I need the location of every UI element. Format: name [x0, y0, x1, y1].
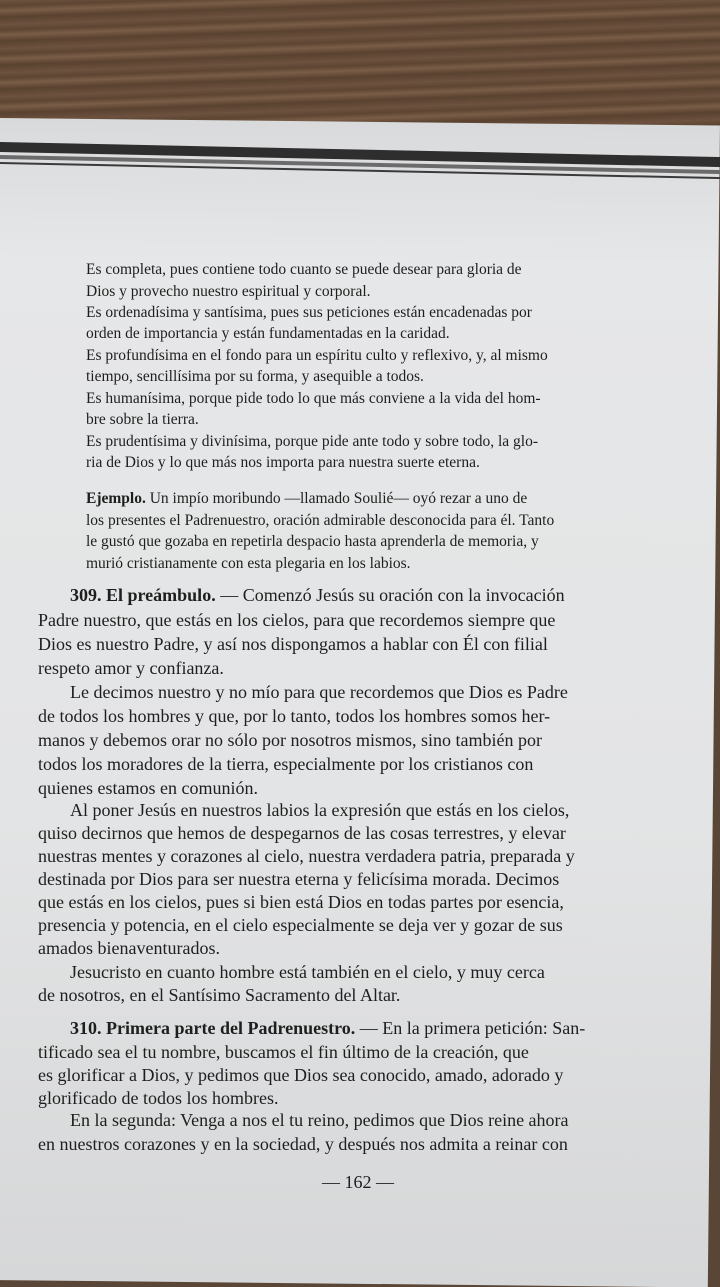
- text-line: de nosotros, en el Santísimo Sacramento del Altar.: [38, 985, 401, 1005]
- section-number: 310.: [70, 1018, 102, 1038]
- section-heading-310: [70, 1018, 585, 1039]
- text-line: tificado sea el tu nombre, buscamos el fin último de la creación, que: [38, 1042, 529, 1062]
- text-line: manos y debemos orar no sólo por nosotros mismos, sino también por: [38, 730, 542, 750]
- example-line: [86, 490, 527, 508]
- text-line: orden de importancia y están fundamentadas en la caridad.: [86, 325, 450, 342]
- example-text: Un impío moribundo —llamado Soulié— oyó rezar a uno de: [149, 490, 528, 507]
- text-line: Es ordenadísima y santísima, pues sus peticiones están encadenadas por: [86, 304, 532, 321]
- text-line: de todos los hombres y que, por lo tanto, todos los hombres somos her-: [38, 706, 551, 726]
- text-line: destinada por Dios para ser nuestra eterna y felicísima morada. Decimos: [38, 869, 560, 889]
- text-line: tiempo, sencillísima por su forma, y asequible a todos.: [86, 368, 424, 385]
- text-line: En la segunda: Venga a nos el tu reino, pedimos que Dios reine ahora: [70, 1110, 569, 1130]
- text-line: Es prudentísima y divinísima, porque pide ante todo y sobre todo, la glo-: [86, 433, 539, 450]
- text-line: Le decimos nuestro y no mío para que recordemos que Dios es Padre: [70, 682, 568, 702]
- example-label: Ejemplo.: [86, 490, 146, 507]
- page-number: — 162 —: [322, 1172, 394, 1192]
- example-line: le gustó que gozaba en repetirla despacio hasta aprenderla de memoria, y: [86, 533, 539, 550]
- section-heading-309: [70, 585, 565, 606]
- text-line: es glorificar a Dios, y pedimos que Dios sea conocido, amado, adorado y: [38, 1065, 564, 1085]
- text-line: Es humanísima, porque pide todo lo que más conviene a la vida del hom-: [86, 390, 541, 407]
- text-line: ria de Dios y lo que más nos importa para nuestra suerte eterna.: [86, 454, 480, 471]
- text-line: quienes estamos en comunión.: [38, 778, 258, 798]
- text-line: que estás en los cielos, pues si bien está Dios en todas partes por esencia,: [38, 892, 564, 912]
- text-line: Dios y provecho nuestro espiritual y corporal.: [86, 283, 371, 300]
- section-text: — En la primera petición: San-: [359, 1018, 586, 1038]
- text-line: presencia y potencia, en el cielo especialmente se deja ver y gozar de sus: [38, 915, 563, 935]
- text-line: respeto amor y confianza.: [38, 658, 224, 678]
- example-line: los presentes el Padrenuestro, oración admirable desconocida para él. Tanto: [86, 512, 555, 529]
- text-line: amados bienaventurados.: [38, 938, 220, 958]
- section-title: El preámbulo.: [106, 585, 216, 605]
- text-line: bre sobre la tierra.: [86, 411, 199, 428]
- text-line: Es completa, pues contiene todo cuanto se puede desear para gloria de: [86, 261, 522, 278]
- text-line: Padre nuestro, que estás en los cielos, para que recordemos siempre que: [38, 610, 556, 630]
- section-number: 309.: [70, 585, 102, 605]
- text-line: quiso decirnos que hemos de despegarnos de las cosas terrestres, y elevar: [38, 823, 566, 843]
- text-line: Al poner Jesús en nuestros labios la expresión que estás en los cielos,: [70, 800, 570, 820]
- text-line: Es profundísima en el fondo para un espíritu culto y reflexivo, y, al mismo: [86, 347, 548, 364]
- example-line: murió cristianamente con esta plegaria en los labios.: [86, 555, 411, 572]
- text-line: todos los moradores de la tierra, especialmente por los cristianos con: [38, 754, 534, 774]
- text-line: glorificado de todos los hombres.: [38, 1088, 279, 1108]
- text-line: en nuestros corazones y en la sociedad, y después nos admita a reinar con: [38, 1134, 568, 1154]
- section-title: Primera parte del Padrenuestro.: [106, 1018, 356, 1038]
- text-line: Dios es nuestro Padre, y así nos dispongamos a hablar con Él con filial: [38, 634, 548, 654]
- section-text: — Comenzó Jesús su oración con la invocación: [220, 585, 565, 605]
- text-line: nuestras mentes y corazones al cielo, nuestra verdadera patria, preparada y: [38, 846, 575, 866]
- text-line: Jesucristo en cuanto hombre está también en el cielo, y muy cerca: [70, 962, 545, 982]
